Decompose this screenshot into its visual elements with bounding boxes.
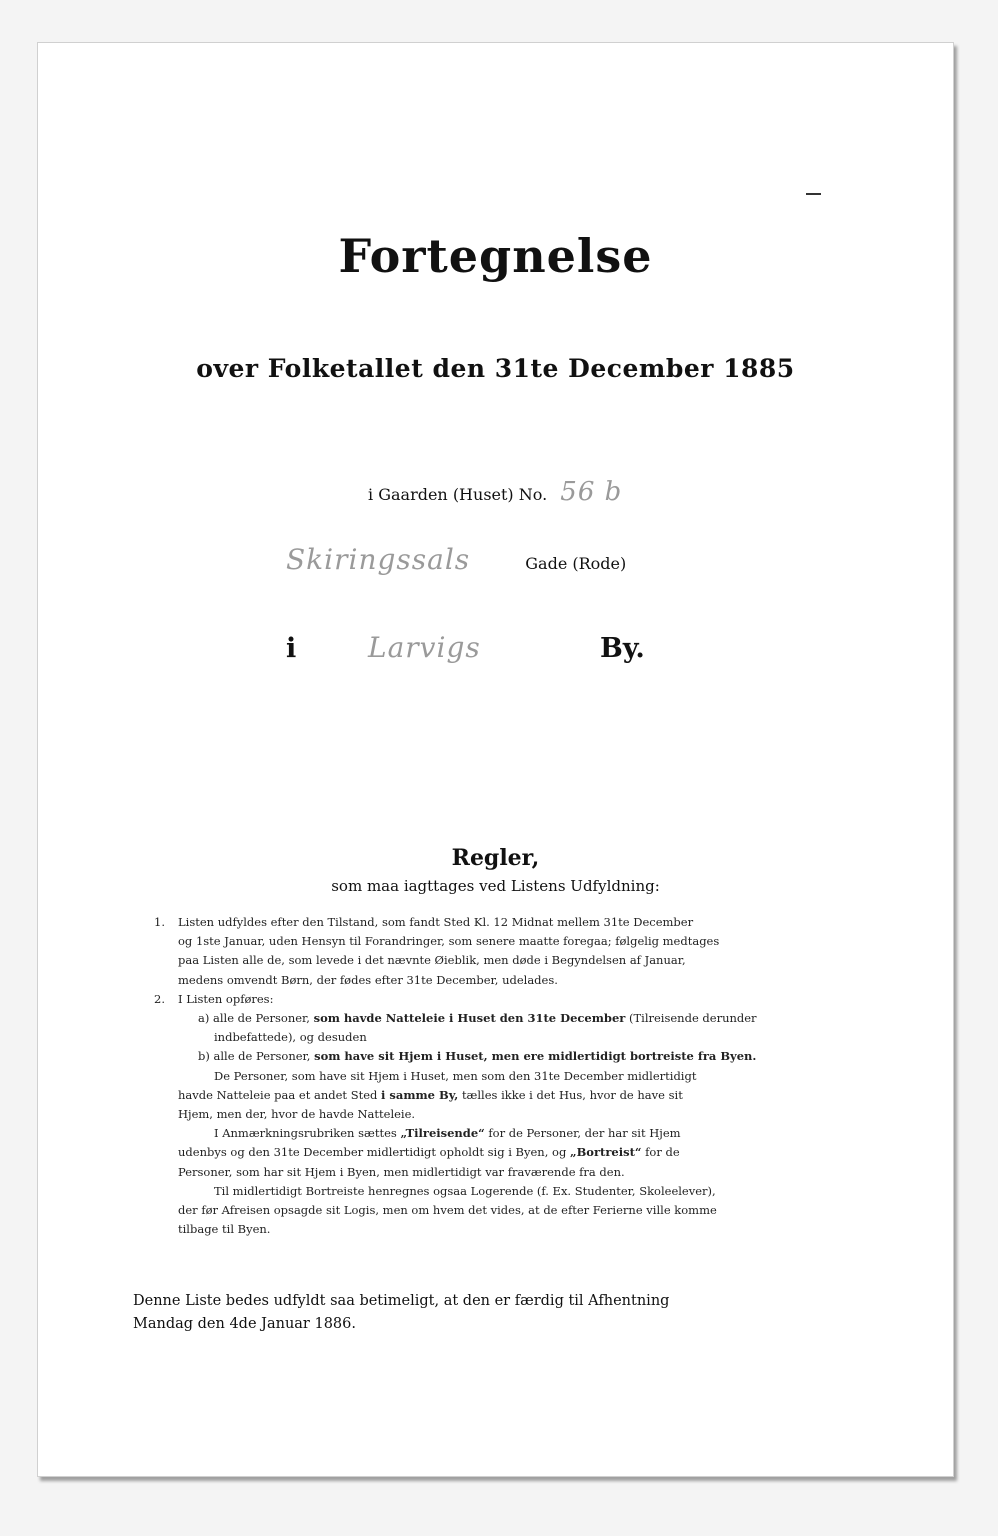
rule-line: Hjem, men der, hvor de havde Natteleie. [178,1107,416,1122]
rule-line: De Personer, som have sit Hjem i Huset, men som den 31te December midlertidigt [214,1068,697,1083]
by-suffix-wrap [600,633,645,664]
rule-line: Personer, som har sit Hjem i Byen, men midlertidigt var fraværende fra den. [178,1164,625,1179]
gaard-number-handwritten: 56 b [560,477,623,507]
rule-2-number: 2. [154,991,165,1006]
rule-line: indbefattede), og desuden [214,1030,367,1045]
gade-line [286,543,626,576]
census-form-page [37,42,954,1477]
rule-line [178,1086,803,1105]
rule-line: I Listen opføres: [178,991,274,1006]
note-line-1: Denne Liste bedes udfyldt saa betimeligt, at den er færdig til Afhentning [133,1293,670,1309]
rule-text: udenbys og den 31te December midlertidigt opholdt sig i Byen, og [178,1145,567,1160]
rule-text: for de [645,1145,680,1160]
rule-2 [154,990,803,1240]
by-prefix: i [286,633,297,664]
town-name-handwritten: Larvigs [368,631,481,664]
rule-line: medens omvendt Børn, der fødes efter 31te December, udelades. [178,972,558,987]
rules-title: Regler, [451,845,540,871]
rule-line: Til midlertidigt Bortreiste henregnes ogsaa Logerende (f. Ex. Studenter, Skoleelever), [214,1183,716,1198]
by-label: By. [600,633,645,664]
rule-text-bold: „Bortreist“ [569,1145,642,1160]
street-name-handwritten: Skiringssals [286,543,471,576]
form-subtitle: over Folketallet den 31te December 1885 [196,354,795,383]
town-name-handwritten-wrap [368,631,481,664]
rule-line-b [178,1047,803,1066]
note-line-2: Mandag den 4de Januar 1886. [133,1316,356,1332]
rule-line-a [178,1009,803,1028]
form-title: Fortegnelse [338,229,653,283]
rule-line [178,1143,803,1162]
rule-text: (Tilreisende derunder [628,1011,757,1026]
rule-1-number: 1. [154,915,165,929]
by-line [286,633,296,664]
rule-line: der før Afreisen opsagde sit Logis, men om hvem det vides, at de efter Ferierne ville komme [178,1203,717,1218]
rule-text-bold: „Tilreisende“ [400,1126,485,1141]
rule-text: b) alle de Personer, [198,1049,311,1064]
rule-text: tælles ikke i det Hus, hvor de have sit [461,1087,683,1102]
rule-text: for de Personer, der har sit Hjem [488,1126,681,1141]
rule-text-bold: som have sit Hjem i Huset, men ere midlertidigt bortreiste fra Byen. [314,1049,757,1064]
rule-line: tilbage til Byen. [178,1222,271,1237]
rules-subtitle: som maa iagttages ved Listens Udfyldning: [331,877,660,895]
gaard-line [368,477,622,507]
gade-label: Gade (Rode) [525,554,627,573]
pen-mark [806,193,821,195]
rule-text-bold: i samme By, [381,1087,459,1102]
rule-text-bold: som havde Natteleie i Huset den 31te December [313,1011,626,1026]
rule-1 [154,913,803,990]
gaard-label: i Gaarden (Huset) No. [368,485,548,504]
rule-line: paa Listen alle de, som levede i det nævnte Øieblik, men døde i Begyndelsen af Januar, [178,953,686,968]
rule-text: havde Natteleie paa et andet Sted [178,1087,378,1102]
rule-line: og 1ste Januar, uden Hensyn til Forandringer, som senere maatte foregaa; følgelig medtages [178,934,720,949]
rule-line [178,1124,803,1143]
rule-line: Listen udfyldes efter den Tilstand, som fandt Sted Kl. 12 Midnat mellem 31te December [178,915,694,929]
pickup-note [133,1290,803,1336]
rule-text: a) alle de Personer, [198,1011,310,1026]
rules-list [154,913,803,1239]
rule-text: I Anmærkningsrubriken sættes [214,1126,397,1141]
